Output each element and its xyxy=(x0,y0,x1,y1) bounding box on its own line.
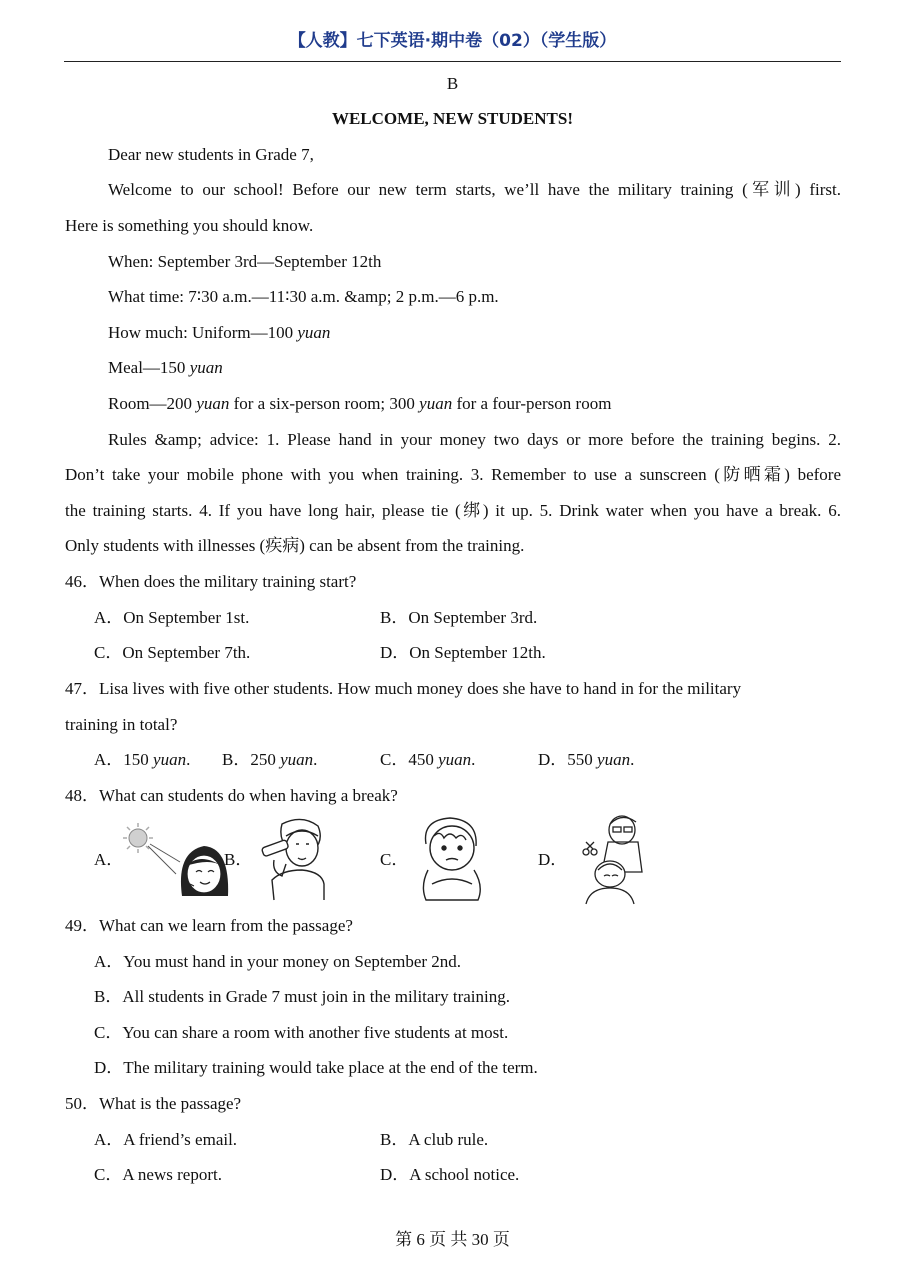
question-46: 46．When does the military training start? xyxy=(65,572,357,591)
question-48: 48．What can students do when having a break? xyxy=(65,786,398,805)
passage-title: WELCOME, NEW STUDENTS! xyxy=(331,109,574,128)
how-much-line xyxy=(108,322,330,344)
q48-option-a-label[interactable]: A． xyxy=(94,850,124,869)
currency-unit: yuan xyxy=(196,394,230,413)
room-text-3: for a four-person room xyxy=(452,394,612,413)
meal-text: Meal—150 xyxy=(108,358,190,377)
how-much-text: How much: Uniform—100 xyxy=(108,323,298,342)
option-period: . xyxy=(630,750,635,769)
q46-option-b[interactable]: B．On September 3rd. xyxy=(380,608,538,627)
q50-option-b[interactable]: B．A club rule. xyxy=(380,1130,489,1149)
currency-unit: yuan xyxy=(280,750,314,769)
q46-option-c[interactable]: C．On September 7th. xyxy=(94,643,251,662)
currency-unit: yuan xyxy=(153,750,187,769)
q47-option-c-text: C．450 xyxy=(380,750,439,769)
when-line: When: September 3rd—September 12th xyxy=(108,252,382,271)
room-text-1: Room—200 xyxy=(108,394,197,413)
option-period: . xyxy=(186,750,191,769)
q48-option-d-label[interactable]: D． xyxy=(538,850,568,869)
q46-option-d[interactable]: D．On September 12th. xyxy=(380,643,546,662)
q49-option-d[interactable]: D．The military training would take place at the end of the term. xyxy=(94,1058,538,1077)
room-text-2: for a six-person room; 300 xyxy=(229,394,420,413)
q50-option-a[interactable]: A．A friend’s email. xyxy=(94,1130,238,1149)
what-time-line: What time: 7∶30 a.m.—11∶30 a.m. &amp; 2 p.m.—6 p.m. xyxy=(108,287,499,306)
haircut-icon xyxy=(583,816,642,904)
boy-drinking-icon xyxy=(261,819,324,900)
rules-line-4: Only students with illnesses (疾病) can be absent from the training. xyxy=(65,536,525,555)
rules-line-3: the training starts. 4. If you have long hair, please tie (绑) it up. 5. Drink water when you have a break. 6. xyxy=(65,501,841,520)
question-47-line-2: training in total? xyxy=(65,715,178,734)
option-period: . xyxy=(471,750,476,769)
intro-line-1: Welcome to our school! Before our new term starts, we’ll have the military training (军训) first. xyxy=(108,180,841,199)
q47-option-b[interactable] xyxy=(222,749,317,771)
rules-line-2: Don’t take your mobile phone with you when training. 3. Remember to use a sunscreen (防晒霜) before xyxy=(65,465,841,484)
q48-option-c-label[interactable]: C． xyxy=(380,850,409,869)
girl-face-icon xyxy=(181,846,228,896)
currency-unit: yuan xyxy=(438,750,472,769)
option-period: . xyxy=(313,750,318,769)
question-49: 49．What can we learn from the passage? xyxy=(65,916,353,935)
boy-drinking-picture[interactable] xyxy=(252,814,332,904)
header-divider xyxy=(64,61,841,62)
q47-option-d[interactable] xyxy=(538,749,634,771)
q46-option-a[interactable]: A．On September 1st. xyxy=(94,608,250,627)
sun-girl-picture[interactable] xyxy=(120,822,238,898)
q47-option-a-text: A．150 xyxy=(94,750,154,769)
q49-option-a[interactable]: A．You must hand in your money on September 2nd. xyxy=(94,952,462,971)
q47-option-a[interactable] xyxy=(94,749,190,771)
question-47-line-1: 47．Lisa lives with five other students. How much money does she have to hand in for the military xyxy=(65,679,742,698)
greeting: Dear new students in Grade 7, xyxy=(108,145,314,164)
page-header-title: 【人教】七下英语·期中卷（02）（学生版） xyxy=(288,31,617,51)
q48-option-b-label[interactable]: B． xyxy=(224,850,253,869)
intro-line-2: Here is something you should know. xyxy=(65,216,314,235)
q47-option-c[interactable] xyxy=(380,749,475,771)
meal-line xyxy=(108,357,223,379)
q50-option-d[interactable]: D．A school notice. xyxy=(380,1165,520,1184)
currency-unit: yuan xyxy=(297,323,331,342)
rules-line-1: Rules &amp; advice: 1. Please hand in your money two days or more before the training begins. 2. xyxy=(108,430,841,449)
q47-option-d-text: D．550 xyxy=(538,750,598,769)
question-50: 50．What is the passage? xyxy=(65,1094,242,1113)
room-line xyxy=(108,393,611,415)
currency-unit: yuan xyxy=(419,394,453,413)
sad-child-picture[interactable] xyxy=(412,814,492,904)
q49-option-b[interactable]: B．All students in Grade 7 must join in the military training. xyxy=(94,987,510,1006)
page-footer: 第 6 页 共 30 页 xyxy=(395,1230,510,1249)
q50-option-c[interactable]: C．A news report. xyxy=(94,1165,222,1184)
haircut-picture[interactable] xyxy=(580,812,650,906)
currency-unit: yuan xyxy=(597,750,631,769)
sun-icon xyxy=(123,823,180,874)
q47-option-b-text: B．250 xyxy=(222,750,281,769)
section-letter: B xyxy=(446,74,459,93)
q49-option-c[interactable]: C．You can share a room with another five students at most. xyxy=(94,1023,509,1042)
currency-unit: yuan xyxy=(189,358,223,377)
sad-child-icon xyxy=(423,818,480,900)
